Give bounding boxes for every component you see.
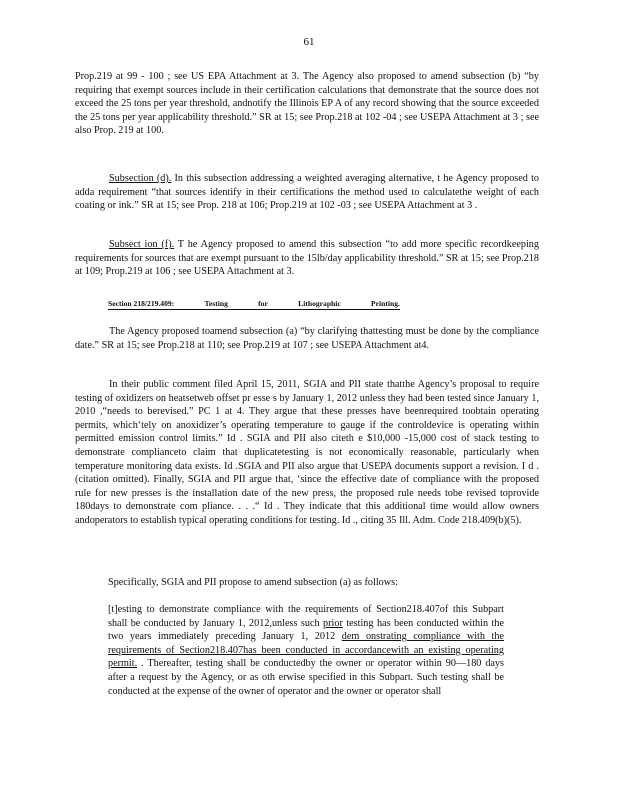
paragraph-proposal-intro — [108, 576, 539, 590]
subsection-label: Subsect ion (f). — [109, 239, 175, 250]
quote-underlined: prior — [323, 617, 343, 629]
page-number: 61 — [303, 36, 315, 48]
paragraph-text: Specifically, SGIA and PII propose to amend subsection (a) as follows: — [108, 577, 398, 588]
block-quote — [108, 603, 504, 698]
subsection-label: Subsection (d). — [109, 173, 172, 184]
heading-word: Printing. — [371, 299, 400, 308]
quote-segment: [t]esting to demonstrate compliance with the requirements of Section218.407of this Subpart shall be conducted by January 1, 2012,unless such — [108, 604, 504, 629]
heading-word: for — [258, 299, 268, 308]
paragraph-subsection-f — [75, 238, 539, 279]
paragraph-text: In this subsection addressing a weighted averaging alternative, t he Agency proposed to adda requirement “that sources identify in their certifications the method used to calculatethe weight of each coating or ink.” SR at 15; see Prop. 218 at 106; Prop.219 at 102 -03 ; see USEPA Attachment at 3 . — [75, 173, 539, 212]
paragraph-body — [75, 172, 539, 213]
paragraph-public-comment — [75, 378, 539, 528]
paragraph-body — [75, 238, 539, 279]
paragraph-text: Prop.219 at 99 - 100 ; see US EPA Attachment at 3. The Agency also proposed to amend subsection (b) “by requiring that exempt sources include in their certification calculations that demonstrate that the source does not exceed the 25 tons per year threshold, andnotify the Illinois EP A of any record showing that the source exceeded the 25 tons per year applicability threshold.” SR at 15; see Prop.218 at 102 -04 ; see USEPA Attachment at 3 ; see also Prop. 219 at 100. — [75, 71, 539, 137]
quote-text — [108, 603, 504, 698]
heading-section: Section 218/219.409: — [108, 299, 175, 308]
paragraph-text: In their public comment filed April 15, 2011, SGIA and PII state thatthe Agency’s proposal to require testing of oxidizers on heatsetweb offset pr esse s by January 1, 2012 unless they had been tested since January 1, 2010 ,“needs to berevised.” PC 1 at 4. They argue that these presses have beenrequired toobtain operating permits, which‘tely on anoxidizer’s operating temperature to gauge if the controldevice is operating within permitted emission control limits.” Id . SGIA and PII also citeth e $10,000 -15,000 cost of stack testing to demonstrate complianceto claim that duplicatetesting is not economically reasonable, particularly when temperature monitoring data exists. Id .SGIA and PII also argue that USEPA documents support a revision. I d .(citation omitted). Finally, SGIA and PII argue that, ‘since the effective date of compliance with the proposed rule for new presses is the installation date of the new press, the proposed rule needs tobe revised toprovide 180days to demonstrate com pliance. . . .“ Id . They indicate that this additional time would allow owners andoperators to establish typical operating conditions for testing. Id ., citing 35 Ill. Adm. Code 218.409(b)(5). — [75, 379, 539, 526]
paragraph-subsection-d — [75, 172, 539, 213]
quote-segment: . Thereafter, testing shall be conductedby the owner or operator within 90—180 days after a request by the Agency, or as oth erwise specified in this Subpart. Such testing shall be conducted at the expense of the owner of operator and the owner or operator shall — [108, 658, 504, 697]
paragraph-agency-proposal — [75, 325, 539, 352]
heading-word: Testing — [204, 299, 228, 308]
section-heading — [108, 299, 400, 310]
paragraph-prop219-continuation — [75, 70, 539, 138]
quote-underlined: dem onstrating compliance with the requirements of Section218.407has been conducted in accordancewith an existing operating permit. — [108, 631, 505, 670]
paragraph-text: The Agency proposed toamend subsection (a) “by clarifying thattesting must be done by the compliance date.” SR at 15; see Prop.218 at 110; see Prop.219 at 107 ; see USEPA Attachment at4. — [75, 326, 539, 351]
quote-segment: testing has been conducted within the two years immediately preceding January 1, 2012 — [108, 617, 504, 643]
heading-word: Lithographic — [298, 299, 341, 308]
paragraph-text: T he Agency proposed to amend this subsection “to add more specific recordkeeping requirements for sources that are exempt pursuant to the 15lb/day applicability threshold.” SR at 15; see Prop.218 at 109; Prop.219 at 106 ; see USEPA Attachment at 3. — [75, 239, 539, 278]
